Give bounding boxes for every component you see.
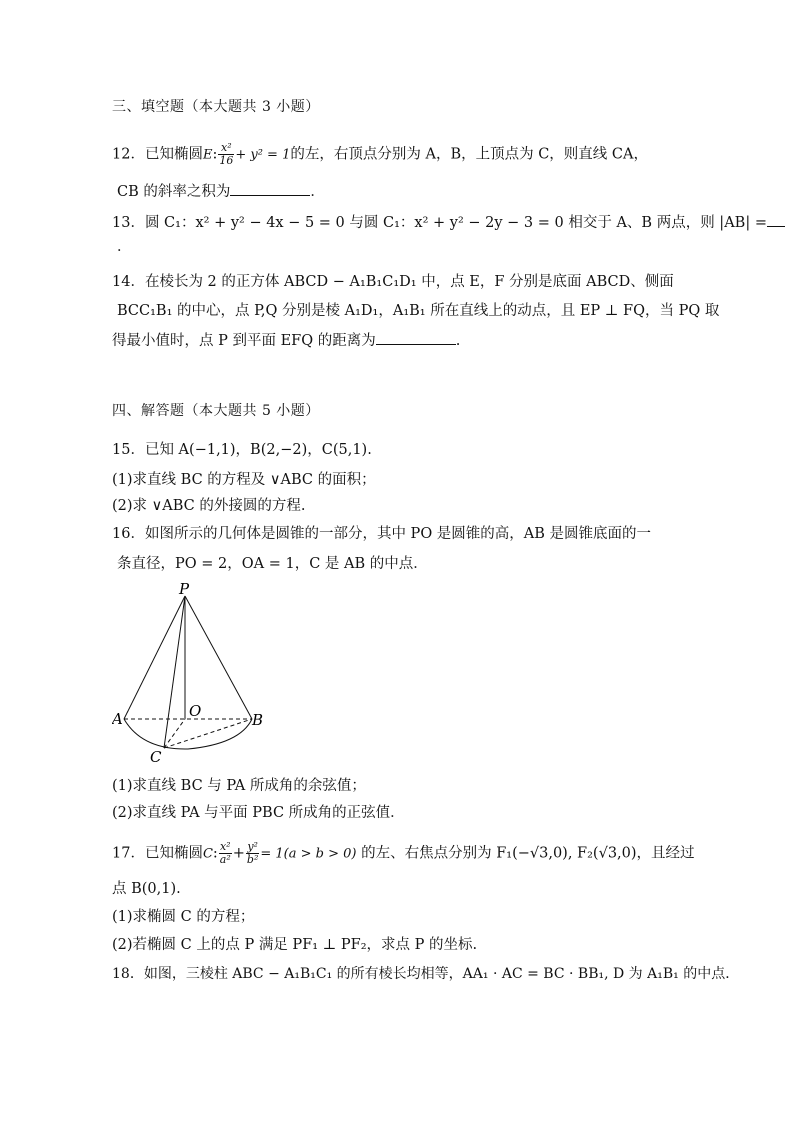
- cone-base-arc: [124, 719, 252, 749]
- question-13-line-1: [112, 212, 785, 233]
- question-13-line-2: ．: [117, 239, 132, 255]
- q17-prefix: 17．已知椭圆: [112, 845, 203, 862]
- q12-frac-num: x²: [218, 142, 234, 155]
- q17-fraction-x: [219, 841, 232, 866]
- q17-f1-num: x²: [219, 840, 231, 853]
- cone-figure: [112, 582, 272, 767]
- question-16-line-2: 条直径，PO = 2，OA = 1，C 是 AB 的中点．: [117, 556, 428, 572]
- label-p: P: [179, 582, 190, 598]
- question-16-line-1: 16．如图所示的几何体是圆锥的一部分，其中 PO 是圆锥的高，AB 是圆锥底面的一: [112, 526, 652, 542]
- cone-edge-pb: [185, 596, 252, 719]
- label-b: B: [252, 711, 264, 729]
- question-15-part-2: (2)求 ∨ABC 的外接圆的方程.: [112, 498, 306, 514]
- q12-eq-rest: + y² = 1: [235, 147, 291, 163]
- question-14-line-3: [112, 330, 460, 351]
- label-a: A: [112, 710, 123, 728]
- q12-line2-end: ．: [310, 184, 325, 200]
- q12-answer-blank[interactable]: [230, 181, 310, 196]
- label-o: O: [189, 702, 202, 720]
- q14-line3-end: .: [455, 333, 461, 349]
- question-17-line-1: 17．已知椭圆C: $\frac{\text{x²}}{\text{a²}}$ + $\frac{\text{y²}}{\text{b²}}$ = 1(a > b > 0) 的左、右焦点分别为 F₁(−√3,0), F₂(√3,0)，且经过: [112, 840, 695, 866]
- q13-answer-blank[interactable]: [767, 212, 785, 227]
- question-15-line-1: 15．已知 A(−1,1)，B(2,−2)，C(5,1).: [112, 442, 372, 458]
- q12-line2-text: CB 的斜率之积为: [117, 184, 231, 200]
- question-18-line-1: 18．如图，三棱柱 ABC − A₁B₁C₁ 的所有棱长均相等，AA₁ · AC = BC · BB₁, D 为 A₁B₁ 的中点．: [112, 966, 740, 982]
- q17-eq-rest: = 1(a > b > 0): [260, 846, 357, 862]
- question-16-part-2: (2)求直线 PA 与平面 PBC 所成角的正弦值．: [112, 805, 405, 821]
- q17-fraction-y: [246, 841, 259, 866]
- section-title-fill-in: 三、填空题（本大题共 3 小题）: [112, 99, 320, 115]
- q14-answer-blank[interactable]: [376, 330, 456, 345]
- question-17-line-2: 点 B(0,1).: [112, 881, 181, 897]
- cone-edge-pc: [164, 596, 185, 748]
- question-17-part-2: (2)若椭圆 C 上的点 P 满足 PF₁ ⊥ PF₂，求点 P 的坐标.: [112, 937, 478, 953]
- q12-fraction: [218, 142, 234, 167]
- question-17-part-1: (1)求椭圆 C 的方程；: [112, 909, 255, 925]
- q12-frac-den: 16: [219, 154, 234, 167]
- question-14-line-2: BCC₁B₁ 的中心，点 P,Q 分别是棱 A₁D₁，A₁B₁ 所在直线上的动点，且 EP ⊥ FQ，当 PQ 取: [117, 303, 720, 319]
- q12-prefix: 12．已知椭圆: [112, 146, 203, 163]
- question-12-line-1: 12．已知椭圆E: $\frac{\text{x²}}{16}$ + y² = 1的左，右顶点分别为 A，B，上顶点为 C，则直线 CA，: [112, 141, 648, 167]
- question-15-part-1: (1)求直线 BC 的方程及 ∨ABC 的面积；: [112, 472, 376, 488]
- q13-line1-text: 13．圆 C₁：x² + y² − 4x − 5 = 0 与圆 C₁：x² + y² − 2y − 3 = 0 相交于 A、B 两点，则 |AB| =: [112, 215, 767, 231]
- label-c: C: [150, 748, 162, 766]
- question-14-line-1: 14．在棱长为 2 的正方体 ABCD − A₁B₁C₁D₁ 中，点 E，F 分别是底面 ABCD、侧面: [112, 274, 674, 290]
- q17-f2-num: y²: [247, 840, 258, 853]
- q17-f1-den: a²: [219, 853, 231, 866]
- q14-line3-text: 得最小值时，点 P 到平面 EFQ 的距离为: [112, 333, 376, 349]
- q17-ellipse-name: C: [202, 846, 213, 862]
- question-16-part-1: (1)求直线 BC 与 PA 所成角的余弦值；: [112, 778, 366, 794]
- q17-suffix: 的左、右焦点分别为 F₁(−√3,0), F₂(√3,0)，且经过: [361, 845, 695, 862]
- q12-suffix: 的左，右顶点分别为 A，B，上顶点为 C，则直线 CA，: [290, 146, 648, 163]
- question-12-line-2: [117, 181, 325, 202]
- cone-edge-pa: [124, 596, 185, 719]
- section-title-solutions: 四、解答题（本大题共 5 小题）: [112, 403, 320, 419]
- q17-f2-den: b²: [246, 853, 259, 866]
- q12-ellipse-name: E: [202, 147, 213, 163]
